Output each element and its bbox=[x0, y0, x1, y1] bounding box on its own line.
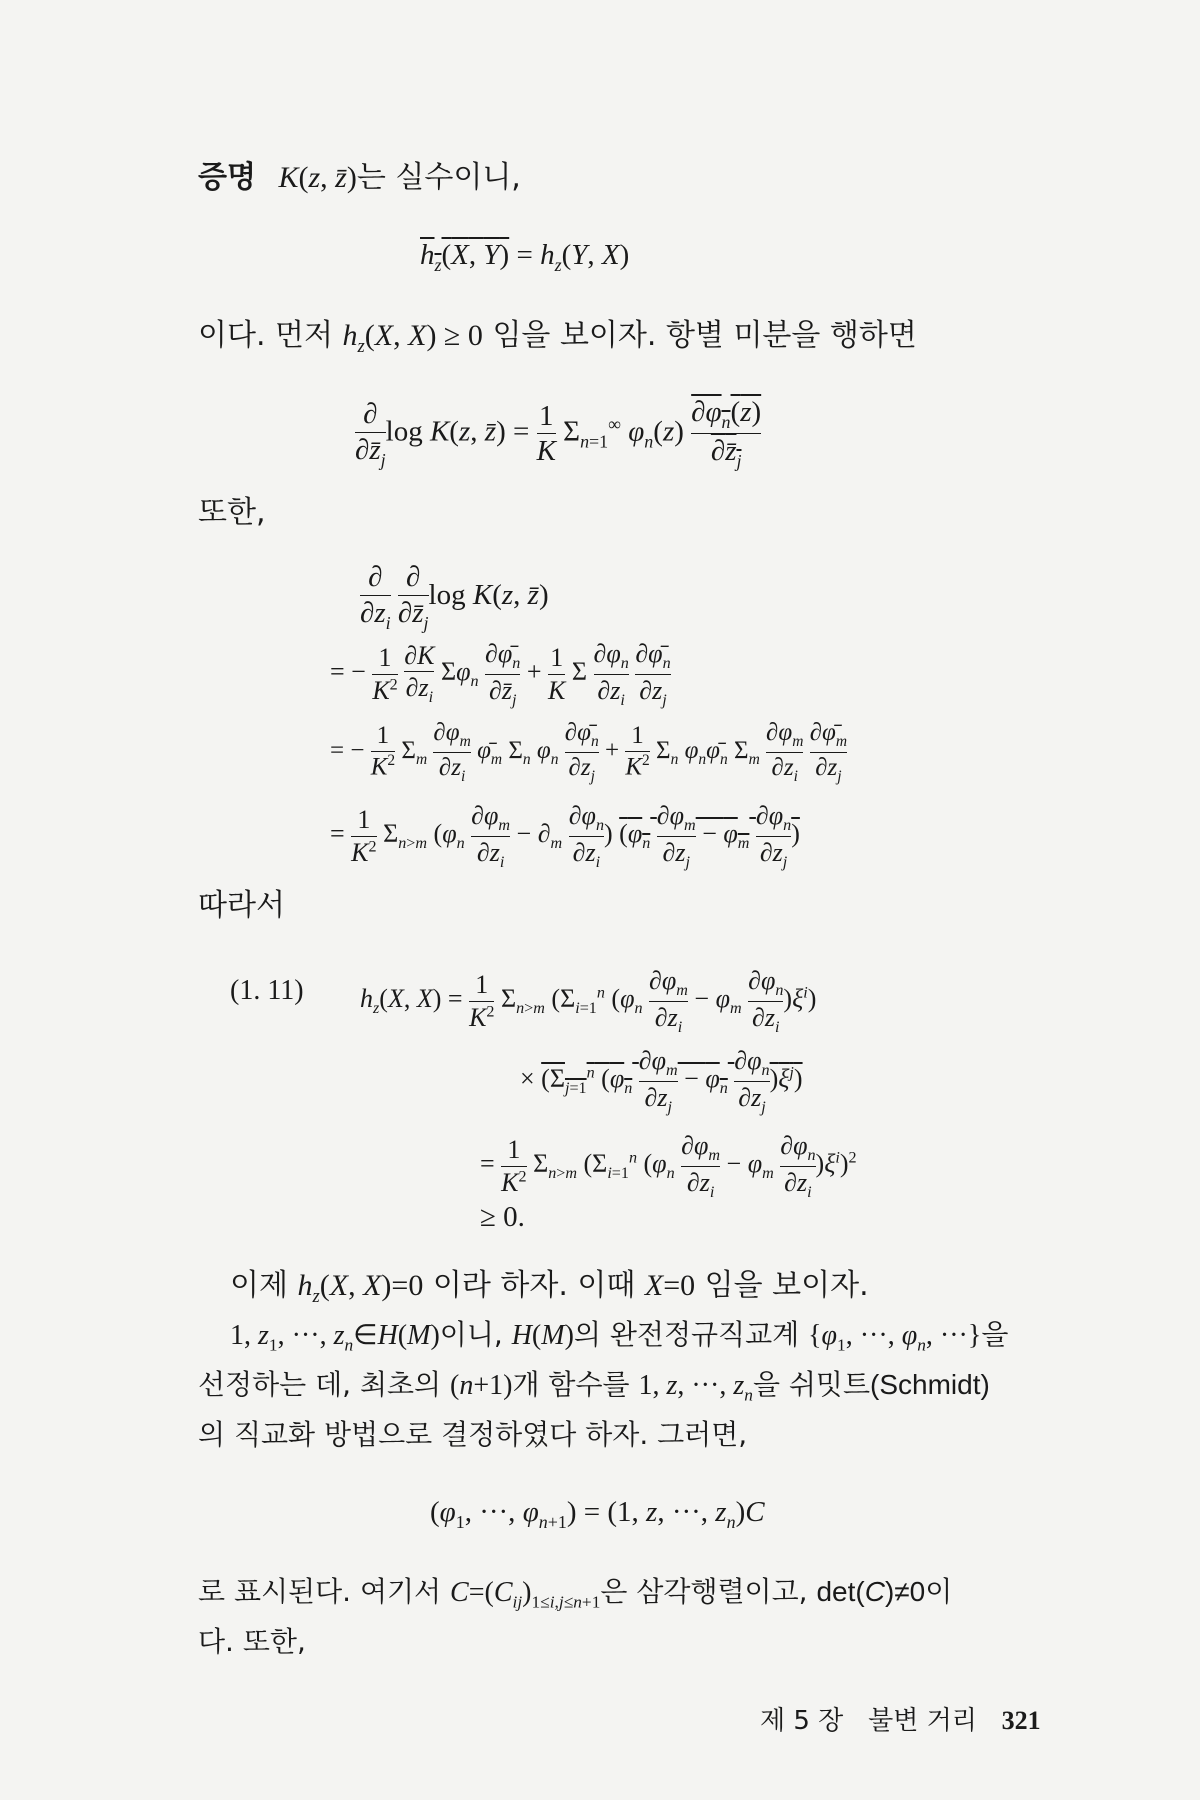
footer-chapter: 제 5 장 bbox=[760, 1706, 844, 1736]
equation-3-line-3: = − $\frac{1}{K^2}$ $\Sigma_m$ $\frac{\partial\varphi_m}{\partial z_i}$ $\varphī_m$ $\Sigma_n$ $\varphi_n$ $\frac{\partial\varphī_n}{\partial z_j}$ + $\frac{1}{K^2}$ $\Sigma_n$ $\varphi_n\varphī_n$ $\Sigma_m$ $\frac{\partial\varphi_m}{\partial z_i}$ $\frac{\partial\varphī_m}{\partial z_j}$ bbox=[330, 719, 848, 785]
equation-3-line-2: = − $\frac{1}{K^2}$ $\frac{\partial K}{\partial z_i}$ $\Sigma\varphi_n$ $\frac{\partial\varphī_n}{\partial z̄_j}$ + $\frac{1}{K}$ Σ $\frac{\partial\varphi_n}{\partial z_i}$ $\frac{\partial\varphī_n}{\partial z_j}$ bbox=[330, 639, 671, 709]
page-number: 321 bbox=[1001, 1706, 1041, 1735]
equation-3-line-4: = $\frac{1}{K^2}$ $\Sigma_{n>m}$ ($\varphi_n$ $\frac{\partial\varphi_m}{\partial z_i}$ − $\partial_m$ $\frac{\partial\varphi_n}{\partial z_i}$ ) ($\varphi_n$ $\frac{\partial\varphi_m}{\partial z_j}$ − $\varphi_m$ $\frac{\partial\varphi_n}{\partial z_j}$ ) bbox=[330, 801, 800, 871]
equation-4-line-3: = $\frac{1}{K^2}$ $\Sigma_{n>m}$ ($\Sigma_{i=1}^n$ ($\varphi_n$ $\frac{\partial\varphi_m}{\partial z_i}$ − $\varphi_m$ $\frac{\partial\varphi_n}{\partial z_i}$ )$\xi^i)^2$ bbox=[480, 1131, 857, 1201]
equation-1: $h_z(X$, $Y) = h_z(Y$, X) bbox=[420, 239, 630, 275]
equation-2: ∂ $\partial z̄_j$ log K(z, z̄) = $\frac{1}{K}$ $\Sigma_{n=1}^\infty$ $\varphi_n(z)$ $\frac{\partial\varphi_n(z)}{\partial z̄_j}$ bbox=[355, 396, 762, 472]
intro-line: 이다. 먼저 $h_z(X$, X) ≥ 0 임을 보이자. 항별 미분을 행하면 bbox=[198, 318, 917, 357]
equation-4-line-2: × ($\Sigma_{j=1}^n$ ($\varphi_n$ $\frac{\partial\varphi_m}{\partial z_j}$ − $\varphi_n$ $\frac{\partial\varphi_n}{\partial z_j}$ )$\xi^j$) bbox=[520, 1046, 803, 1116]
paragraph-2-line-2: 선정하는 데, 최초의 (n+1)개 함수를 1, z, ···, $z_n$을 쉬밋트(Schmidt) bbox=[198, 1368, 990, 1405]
proof-heading: 증명 bbox=[198, 160, 256, 195]
also-label-1: 또한, bbox=[198, 495, 266, 530]
proof-line: 증명 K(z, z̄)는 실수이니, bbox=[198, 160, 521, 195]
footer-chapter-title: 불변 거리 bbox=[868, 1706, 977, 1736]
paragraph-1: 이제 $h_z(X$, X)=0 이라 하자. 이때 X=0 임을 보이자. bbox=[230, 1268, 869, 1307]
equation-number: (1. 11) bbox=[230, 975, 304, 1006]
equation-4-line-1: $h_z(X$, X) = $\frac{1}{K^2}$ $\Sigma_{n>m}$ ($\Sigma_{i=1}^n$ ($\varphi_n$ $\frac{\partial\varphi_m}{\partial z_i}$ − $\varphi_m$ $\frac{\partial\varphi_n}{\partial z_i}$ )$\xi^i$) bbox=[360, 966, 817, 1036]
equation-3-line-1: ∂ $\partial z_i$ ∂ $\partial z̄_j$ log K(z, z̄) bbox=[360, 561, 549, 633]
paragraph-2-line-3: 의 직교화 방법으로 결정하였다 하자. 그러면, bbox=[198, 1418, 748, 1451]
therefore-label: 따라서 bbox=[198, 888, 285, 923]
page-footer bbox=[760, 1700, 1041, 1737]
paragraph-3-line-1: 로 표시된다. 여기서 $C=(C_{ij})_{1\le i,j\le n+1}$은 삼각행렬이고, det(C)≠0이 bbox=[198, 1575, 953, 1612]
equation-4-line-4: ≥ 0. bbox=[480, 1201, 525, 1233]
equation-5: ($\varphi_1$, ···, $\varphi_{n+1}) = (1$, z, ···, $z_n)C$ bbox=[430, 1496, 765, 1532]
paragraph-2-line-1: 1, $z_1$, ···, $z_n\in H(M)$이니, H(M)의 완전정규직교계 {$\varphi_1$, ···, $\varphi_n$, ···}을 bbox=[230, 1318, 1009, 1355]
paragraph-3-line-2: 다. 또한, bbox=[198, 1625, 306, 1658]
line1-text: 는 실수이니, bbox=[356, 160, 521, 195]
